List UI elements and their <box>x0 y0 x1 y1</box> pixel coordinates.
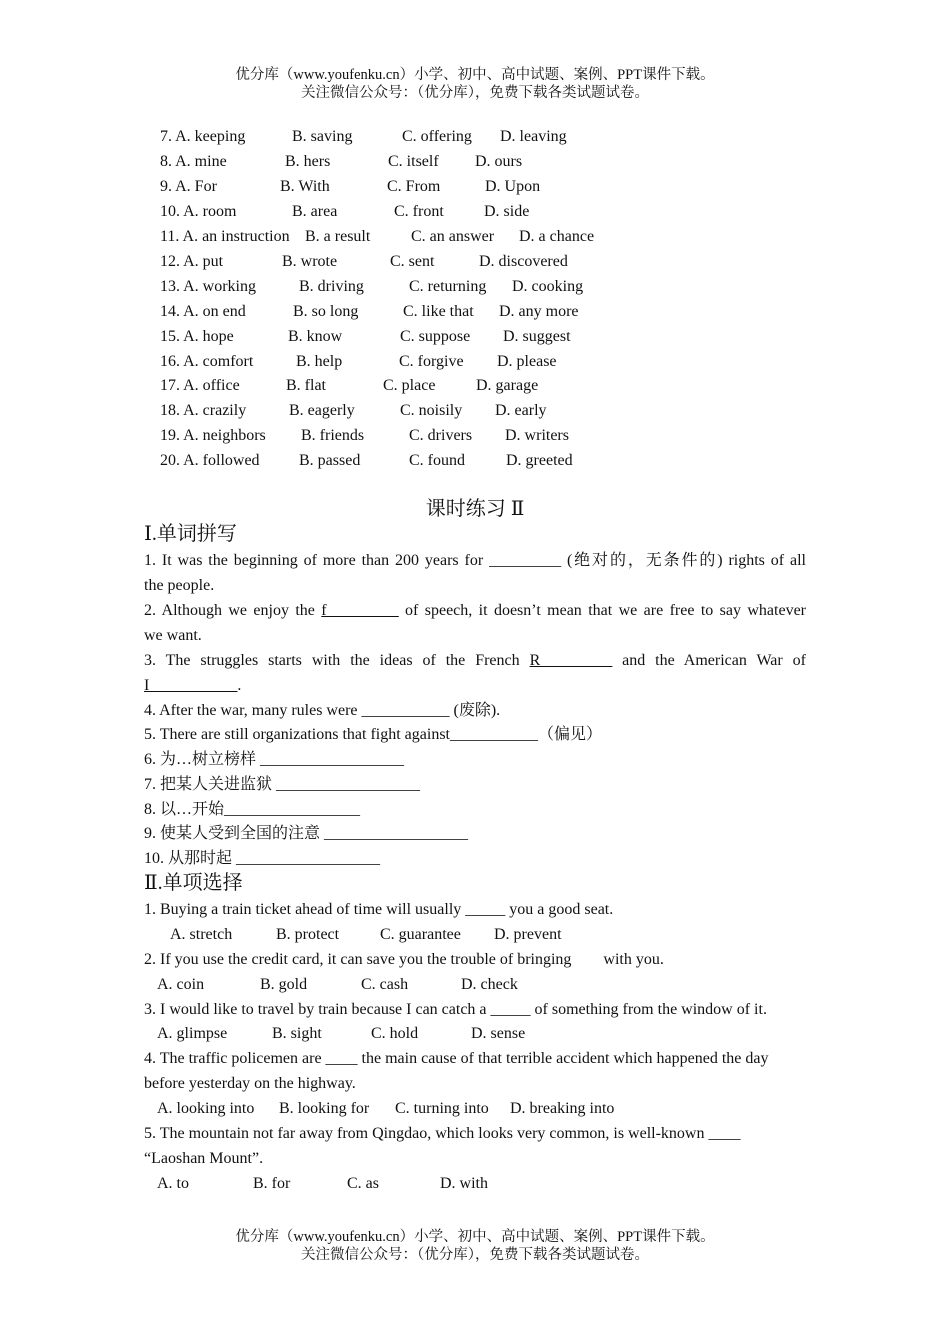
option-c: C. as <box>347 1175 379 1192</box>
option-c: C. cash <box>361 976 409 993</box>
spelling-q10: 10. 从那时起 __________________ <box>144 850 381 867</box>
option-c: C. offering <box>402 128 472 145</box>
option-b: B. sight <box>272 1025 322 1042</box>
option-c: C. noisily <box>400 402 463 419</box>
option-a: A. coin <box>157 976 205 993</box>
option-a: 16. A. comfort <box>160 353 254 370</box>
option-c: C. suppose <box>400 328 471 345</box>
option-a: 14. A. on end <box>160 303 246 320</box>
option-a: 18. A. crazily <box>160 402 247 419</box>
spelling-q9: 9. 使某人受到全国的注意 __________________ <box>144 825 469 842</box>
option-b: B. hers <box>285 153 331 170</box>
option-b: B. flat <box>286 377 326 394</box>
option-d: D. side <box>484 203 530 220</box>
option-c: C. like that <box>403 303 474 320</box>
option-d: D. cooking <box>512 278 584 295</box>
option-a: 19. A. neighbors <box>160 427 266 444</box>
footer-line-1: 优分库（www.youfenku.cn）小学、初中、高中试题、案例、PPT课件下载。 <box>235 1229 715 1245</box>
option-c: C. sent <box>390 253 435 270</box>
spelling-q3-line1 <box>144 648 806 673</box>
option-b: B. With <box>280 178 330 195</box>
option-b: B. wrote <box>282 253 338 270</box>
choice-q3: 3. I would like to travel by train because I can catch a _____ of something from the window of it. <box>144 1001 767 1018</box>
option-a: A. looking into <box>157 1100 255 1117</box>
option-a: 10. A. room <box>160 203 237 220</box>
header-line-2: 关注微信公众号：（优分库），免费下载各类试题试卷。 <box>301 85 649 101</box>
option-a: 13. A. working <box>160 278 256 295</box>
option-c: C. returning <box>409 278 487 295</box>
option-c: C. forgive <box>399 353 464 370</box>
option-a: A. stretch <box>170 926 233 943</box>
spelling-q6: 6. 为…树立榜样 __________________ <box>144 751 405 768</box>
q3-blank-r: R_________ <box>529 652 613 669</box>
option-d: D. with <box>440 1175 488 1192</box>
option-d: D. early <box>495 402 547 419</box>
spelling-q8: 8. 以…开始_________________ <box>144 801 361 818</box>
spelling-q2-line1 <box>144 598 806 623</box>
option-a: 9. A. For <box>160 178 217 195</box>
option-d: D. writers <box>505 427 569 444</box>
option-c: C. front <box>394 203 444 220</box>
option-b: B. eagerly <box>289 402 355 419</box>
spelling-q1-line1: 1. It was the beginning of more than 200 years for _________ (绝对的，无条件的) rights of all <box>144 552 806 569</box>
option-b: B. protect <box>276 926 340 943</box>
option-d: D. sense <box>471 1025 526 1042</box>
choice-q5-line1: 5. The mountain not far away from Qingdao, which looks very common, is well-known ____ <box>144 1125 741 1142</box>
option-d: D. greeted <box>506 452 573 469</box>
option-a: A. to <box>157 1175 189 1192</box>
option-d: D. leaving <box>500 128 567 145</box>
footer-line-2: 关注微信公众号：（优分库），免费下载各类试题试卷。 <box>301 1247 649 1263</box>
option-b: B. for <box>253 1175 291 1192</box>
option-d: D. check <box>461 976 518 993</box>
option-c: C. turning into <box>395 1100 489 1117</box>
q2-blank: f_________ <box>321 602 399 619</box>
header-line-1: 优分库（www.youfenku.cn）小学、初中、高中试题、案例、PPT课件下载。 <box>235 67 715 83</box>
choice-q1: 1. Buying a train ticket ahead of time will usually _____ you a good seat. <box>144 901 614 918</box>
option-b: B. help <box>296 353 343 370</box>
q3-blank-i: I___________ <box>144 677 238 694</box>
option-a: 20. A. followed <box>160 452 260 469</box>
option-d: D. garage <box>476 377 539 394</box>
option-b: B. friends <box>301 427 365 444</box>
option-d: D. breaking into <box>510 1100 615 1117</box>
option-b: B. know <box>288 328 343 345</box>
q2-text-after: of speech, it doesn’t mean that we are free to say whatever <box>398 602 807 619</box>
spelling-q4: 4. After the war, many rules were ___________ (废除). <box>144 702 501 719</box>
option-a: 15. A. hope <box>160 328 234 345</box>
option-a: 17. A. office <box>160 377 240 394</box>
option-d: D. please <box>497 353 557 370</box>
option-c: C. hold <box>371 1025 419 1042</box>
spelling-q7: 7. 把某人关进监狱 __________________ <box>144 776 421 793</box>
choice-q5-line2: “Laoshan Mount”. <box>144 1150 264 1167</box>
option-d: D. a chance <box>519 228 595 245</box>
option-d: D. discovered <box>479 253 568 270</box>
q3-text-after: and the American War of <box>612 652 806 669</box>
q3-text-before: 3. The struggles starts with the ideas of the French <box>144 652 530 669</box>
option-c: C. From <box>387 178 441 195</box>
option-c: C. itself <box>388 153 439 170</box>
option-b: B. saving <box>292 128 353 145</box>
option-c: C. an answer <box>411 228 495 245</box>
choice-q2: 2. If you use the credit card, it can save you the trouble of bringing with you. <box>144 951 664 968</box>
choice-q4-line1: 4. The traffic policemen are ____ the main cause of that terrible accident which happened the day <box>144 1050 769 1067</box>
spelling-q5: 5. There are still organizations that fight against___________（偏见） <box>144 726 602 743</box>
spelling-q1-line2: the people. <box>144 577 215 594</box>
spelling-q2-line2: we want. <box>144 627 202 644</box>
option-c: C. drivers <box>409 427 473 444</box>
option-b: B. area <box>292 203 338 220</box>
option-d: D. any more <box>499 303 579 320</box>
option-d: D. Upon <box>485 178 541 195</box>
q3-period: . <box>237 677 242 694</box>
q2-text-before: 2. Although we enjoy the <box>144 602 322 619</box>
option-a: 8. A. mine <box>160 153 227 170</box>
option-d: D. suggest <box>503 328 571 345</box>
option-b: B. so long <box>293 303 359 320</box>
option-b: B. a result <box>305 228 371 245</box>
option-a: 12. A. put <box>160 253 224 270</box>
option-b: B. driving <box>299 278 364 295</box>
choice-q4-line2: before yesterday on the highway. <box>144 1075 356 1092</box>
option-d: D. prevent <box>494 926 562 943</box>
section-1-heading: Ⅰ.单词拼写 <box>144 523 237 545</box>
lesson-title: 课时练习 Ⅱ <box>425 498 525 520</box>
option-d: D. ours <box>475 153 523 170</box>
option-a: 7. A. keeping <box>160 128 246 145</box>
spelling-q3-line2 <box>144 673 806 698</box>
option-b: B. looking for <box>279 1100 370 1117</box>
option-a: 11. A. an instruction <box>160 228 290 245</box>
option-a: A. glimpse <box>157 1025 228 1042</box>
option-c: C. place <box>383 377 436 394</box>
option-b: B. passed <box>299 452 361 469</box>
option-c: C. found <box>409 452 465 469</box>
option-c: C. guarantee <box>380 926 461 943</box>
option-b: B. gold <box>260 976 308 993</box>
section-2-heading: Ⅱ.单项选择 <box>144 872 243 894</box>
